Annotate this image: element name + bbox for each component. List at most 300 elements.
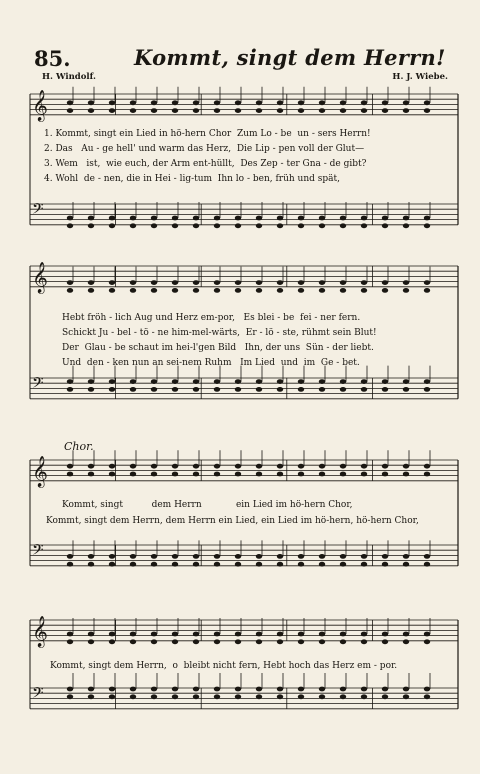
bass-3-note xyxy=(88,562,94,567)
treble-4-note xyxy=(193,632,199,637)
bass-3-note xyxy=(130,554,136,559)
bass-1-note xyxy=(172,223,178,228)
verse-2-line-2: Schickt Ju - bel - tö - ne him-mel-wärts, Er - lö - ste, rühmt sein Blut! xyxy=(62,328,377,338)
bass-1-note xyxy=(298,216,304,221)
treble-3-note xyxy=(424,464,430,469)
treble-3-note xyxy=(67,472,73,477)
bass-4-note xyxy=(214,694,220,699)
bass-4-note xyxy=(193,694,199,699)
treble-3-note xyxy=(109,472,115,477)
treble-1-note xyxy=(319,100,325,105)
bass-4-note xyxy=(151,687,157,692)
treble-2-note xyxy=(256,280,262,285)
bass-2-note xyxy=(403,379,409,384)
treble-1-note xyxy=(109,108,115,113)
treble-1-note xyxy=(172,100,178,105)
treble-1-note xyxy=(214,100,220,105)
treble-3-note xyxy=(340,472,346,477)
bass-3-note xyxy=(277,554,283,559)
bass-3-note xyxy=(256,554,262,559)
bass-3-note xyxy=(67,554,73,559)
verse-3-line-2: Der Glau - be schaut im hei-l'gen Bild Ihn, der uns Sün - der liebt. xyxy=(62,343,374,353)
treble-3-note xyxy=(235,464,241,469)
treble-3-note xyxy=(214,464,220,469)
treble-2-note xyxy=(193,280,199,285)
bass-2-note xyxy=(424,387,430,392)
treble-3-note xyxy=(319,464,325,469)
treble-2-note xyxy=(109,280,115,285)
bass-4-note xyxy=(109,694,115,699)
bass-1-note xyxy=(235,216,241,221)
treble-2-note xyxy=(424,288,430,293)
treble-1-note xyxy=(172,108,178,113)
treble-3-note xyxy=(235,472,241,477)
treble-3-note xyxy=(130,464,136,469)
hymn-title: Kommt, singt dem Herrn! xyxy=(134,45,446,70)
treble-3-note xyxy=(193,472,199,477)
treble-1-note xyxy=(382,108,388,113)
bass-clef-icon: 𝄢 xyxy=(32,200,44,222)
treble-4-note xyxy=(256,639,262,644)
treble-3-note xyxy=(151,464,157,469)
bass-3-note xyxy=(256,562,262,567)
treble-4-note xyxy=(172,639,178,644)
verse-3-line-1: 3. Wem ist, wie euch, der Arm ent-hüllt, Des Zep - ter Gna - de gibt? xyxy=(44,159,367,169)
treble-3-note xyxy=(256,464,262,469)
treble-3-note xyxy=(277,464,283,469)
bass-3-note xyxy=(403,562,409,567)
bass-2-note xyxy=(130,387,136,392)
bass-4-note xyxy=(361,687,367,692)
bass-1-note xyxy=(403,223,409,228)
treble-1-note xyxy=(424,100,430,105)
bass-3-note xyxy=(298,554,304,559)
bass-2-note xyxy=(235,387,241,392)
treble-2-note xyxy=(109,288,115,293)
treble-4-note xyxy=(88,632,94,637)
treble-clef-icon: 𝄞 xyxy=(32,89,48,121)
treble-3-note xyxy=(277,472,283,477)
treble-3-note xyxy=(256,472,262,477)
bass-1-note xyxy=(319,216,325,221)
bass-4-note xyxy=(382,687,388,692)
bass-2-note xyxy=(214,379,220,384)
bass-2-note xyxy=(172,379,178,384)
treble-3-note xyxy=(403,472,409,477)
bass-2-note xyxy=(382,387,388,392)
treble-2-note xyxy=(172,280,178,285)
bass-1-note xyxy=(256,223,262,228)
bass-2-note xyxy=(361,379,367,384)
treble-4-note xyxy=(109,632,115,637)
bass-4-note xyxy=(298,687,304,692)
treble-2-note xyxy=(214,288,220,293)
chorus-label: Chor. xyxy=(64,440,94,453)
composer-credit: H. J. Wiebe. xyxy=(392,72,448,82)
treble-2-note xyxy=(277,280,283,285)
bass-1-note xyxy=(109,216,115,221)
treble-4-note xyxy=(256,632,262,637)
chorus-soprano-lyric: Kommt, singt dem Herrn ein Lied im hö-hern Chor, xyxy=(62,500,353,510)
treble-1-note xyxy=(130,108,136,113)
verse-4-line-1: 4. Wohl de - nen, die in Hei - lig-tum Ihn lo - ben, früh und spät, xyxy=(44,174,340,184)
verse-2-line-1: 2. Das Au - ge hell' und warm das Herz, Die Lip - pen voll der Glut— xyxy=(44,144,365,154)
verse-1-line-2: Hebt fröh - lich Aug und Herz em-por, Es blei - be fei - ner fern. xyxy=(62,313,361,323)
treble-4-note xyxy=(298,632,304,637)
treble-4-note xyxy=(214,639,220,644)
treble-2-note xyxy=(340,280,346,285)
bass-1-note xyxy=(424,223,430,228)
bass-4-note xyxy=(319,687,325,692)
bass-4-note xyxy=(235,687,241,692)
treble-2-note xyxy=(214,280,220,285)
treble-2-note xyxy=(130,288,136,293)
bass-3-note xyxy=(382,554,388,559)
treble-4-note xyxy=(130,639,136,644)
treble-3-note xyxy=(214,472,220,477)
bass-2-note xyxy=(340,387,346,392)
treble-4-note xyxy=(319,639,325,644)
treble-1-note xyxy=(193,100,199,105)
bass-3-note xyxy=(130,562,136,567)
treble-3-note xyxy=(88,472,94,477)
chorus-bass-lyric: Kommt, singt dem Herrn, dem Herrn ein Lied, ein Lied im hö-hern, hö-hern Chor, xyxy=(46,516,419,526)
bass-1-note xyxy=(214,223,220,228)
treble-3-note xyxy=(109,464,115,469)
treble-1-note xyxy=(151,108,157,113)
treble-1-note xyxy=(340,100,346,105)
bass-2-note xyxy=(193,379,199,384)
treble-3-note xyxy=(361,464,367,469)
treble-1-note xyxy=(277,100,283,105)
bass-4-note xyxy=(424,694,430,699)
bass-2-note xyxy=(424,379,430,384)
treble-1-note xyxy=(319,108,325,113)
bass-4-note xyxy=(256,694,262,699)
treble-4-note xyxy=(340,632,346,637)
bass-1-note xyxy=(67,223,73,228)
bass-4-note xyxy=(88,687,94,692)
treble-4-note xyxy=(277,632,283,637)
bass-1-note xyxy=(277,223,283,228)
bass-3-note xyxy=(172,562,178,567)
bass-2-note xyxy=(277,379,283,384)
bass-clef-icon: 𝄢 xyxy=(32,541,44,563)
bass-1-note xyxy=(361,223,367,228)
treble-4-note xyxy=(361,632,367,637)
treble-1-note xyxy=(361,100,367,105)
bass-2-note xyxy=(256,379,262,384)
treble-2-note xyxy=(67,280,73,285)
bass-1-note xyxy=(361,216,367,221)
bass-1-note xyxy=(298,223,304,228)
bass-3-note xyxy=(193,554,199,559)
treble-4-note xyxy=(193,639,199,644)
treble-3-note xyxy=(193,464,199,469)
bass-3-note xyxy=(67,562,73,567)
bass-2-note xyxy=(88,387,94,392)
bass-3-note xyxy=(298,562,304,567)
bass-2-note xyxy=(340,379,346,384)
bass-3-note xyxy=(109,562,115,567)
treble-1-note xyxy=(88,108,94,113)
treble-4-note xyxy=(403,639,409,644)
bass-1-note xyxy=(67,216,73,221)
treble-1-note xyxy=(151,100,157,105)
bass-4-note xyxy=(214,687,220,692)
treble-2-note xyxy=(298,288,304,293)
bass-4-note xyxy=(109,687,115,692)
bass-clef-icon: 𝄢 xyxy=(32,684,44,706)
treble-3-note xyxy=(361,472,367,477)
hymn-number: 85. xyxy=(34,46,71,71)
treble-3-note xyxy=(151,472,157,477)
bass-3-note xyxy=(172,554,178,559)
treble-4-note xyxy=(235,639,241,644)
treble-3-note xyxy=(424,472,430,477)
bass-1-note xyxy=(235,223,241,228)
bass-3-note xyxy=(319,554,325,559)
bass-1-note xyxy=(193,223,199,228)
bass-2-note xyxy=(172,387,178,392)
treble-1-note xyxy=(235,100,241,105)
lyricist-credit: H. Windolf. xyxy=(42,72,96,82)
treble-4-note xyxy=(298,639,304,644)
bass-4-note xyxy=(130,694,136,699)
bass-3-note xyxy=(277,562,283,567)
bass-4-note xyxy=(277,687,283,692)
bass-4-note xyxy=(340,694,346,699)
treble-4-note xyxy=(319,632,325,637)
treble-2-note xyxy=(298,280,304,285)
bass-2-note xyxy=(256,387,262,392)
treble-clef-icon: 𝄞 xyxy=(32,261,48,293)
treble-4-note xyxy=(67,632,73,637)
bass-3-note xyxy=(403,554,409,559)
bass-2-note xyxy=(67,387,73,392)
treble-4-note xyxy=(130,632,136,637)
treble-1-note xyxy=(256,100,262,105)
treble-3-note xyxy=(382,472,388,477)
treble-4-note xyxy=(361,639,367,644)
treble-3-note xyxy=(403,464,409,469)
bass-2-note xyxy=(319,387,325,392)
bass-2-note xyxy=(109,379,115,384)
treble-4-note xyxy=(235,632,241,637)
bass-3-note xyxy=(151,562,157,567)
treble-2-note xyxy=(130,280,136,285)
bass-1-note xyxy=(340,223,346,228)
treble-1-note xyxy=(340,108,346,113)
verse-4-line-2: Und den - ken nun an sei-nem Ruhm Im Lied und im Ge - bet. xyxy=(62,358,360,368)
bass-4-note xyxy=(340,687,346,692)
bass-1-note xyxy=(130,216,136,221)
treble-1-note xyxy=(67,100,73,105)
bass-4-note xyxy=(235,694,241,699)
bass-1-note xyxy=(172,216,178,221)
treble-2-note xyxy=(382,280,388,285)
bass-1-note xyxy=(319,223,325,228)
treble-2-note xyxy=(361,280,367,285)
bass-3-note xyxy=(361,554,367,559)
treble-1-note xyxy=(403,108,409,113)
bass-1-note xyxy=(403,216,409,221)
bass-2-note xyxy=(151,379,157,384)
treble-3-note xyxy=(172,472,178,477)
bass-4-note xyxy=(151,694,157,699)
treble-1-note xyxy=(193,108,199,113)
bass-2-note xyxy=(298,387,304,392)
bass-4-note xyxy=(403,687,409,692)
bass-3-note xyxy=(424,562,430,567)
bass-2-note xyxy=(319,379,325,384)
treble-3-note xyxy=(67,464,73,469)
treble-4-note xyxy=(424,632,430,637)
treble-4-note xyxy=(403,632,409,637)
bass-1-note xyxy=(340,216,346,221)
treble-1-note xyxy=(67,108,73,113)
bass-1-note xyxy=(88,223,94,228)
bass-4-note xyxy=(172,687,178,692)
treble-1-note xyxy=(361,108,367,113)
bass-1-note xyxy=(277,216,283,221)
treble-2-note xyxy=(88,280,94,285)
treble-3-note xyxy=(298,464,304,469)
treble-1-note xyxy=(298,100,304,105)
treble-3-note xyxy=(130,472,136,477)
bass-2-note xyxy=(151,387,157,392)
bass-2-note xyxy=(277,387,283,392)
treble-3-note xyxy=(382,464,388,469)
bass-2-note xyxy=(88,379,94,384)
bass-3-note xyxy=(109,554,115,559)
treble-2-note xyxy=(382,288,388,293)
treble-4-note xyxy=(67,639,73,644)
bass-4-note xyxy=(298,694,304,699)
treble-2-note xyxy=(424,280,430,285)
bass-2-note xyxy=(298,379,304,384)
treble-2-note xyxy=(151,288,157,293)
bass-3-note xyxy=(340,562,346,567)
treble-1-note xyxy=(277,108,283,113)
treble-2-note xyxy=(319,288,325,293)
bass-3-note xyxy=(88,554,94,559)
treble-2-note xyxy=(403,280,409,285)
bass-1-note xyxy=(193,216,199,221)
treble-2-note xyxy=(235,288,241,293)
bass-1-note xyxy=(151,216,157,221)
bass-2-note xyxy=(403,387,409,392)
treble-1-note xyxy=(382,100,388,105)
bass-4-note xyxy=(424,687,430,692)
treble-2-note xyxy=(277,288,283,293)
treble-1-note xyxy=(109,100,115,105)
bass-4-note xyxy=(319,694,325,699)
bass-1-note xyxy=(88,216,94,221)
treble-4-note xyxy=(340,639,346,644)
bass-2-note xyxy=(130,379,136,384)
treble-4-note xyxy=(382,639,388,644)
treble-4-note xyxy=(277,639,283,644)
treble-4-note xyxy=(151,639,157,644)
bass-3-note xyxy=(424,554,430,559)
bass-1-note xyxy=(382,223,388,228)
bass-4-note xyxy=(193,687,199,692)
treble-2-note xyxy=(172,288,178,293)
treble-2-note xyxy=(319,280,325,285)
bass-1-note xyxy=(130,223,136,228)
treble-2-note xyxy=(403,288,409,293)
treble-4-note xyxy=(151,632,157,637)
treble-3-note xyxy=(319,472,325,477)
bass-3-note xyxy=(151,554,157,559)
bass-3-note xyxy=(319,562,325,567)
bass-1-note xyxy=(151,223,157,228)
bass-3-note xyxy=(382,562,388,567)
bass-4-note xyxy=(88,694,94,699)
bass-4-note xyxy=(277,694,283,699)
bass-1-note xyxy=(382,216,388,221)
bass-clef-icon: 𝄢 xyxy=(32,374,44,396)
bass-2-note xyxy=(193,387,199,392)
treble-1-note xyxy=(130,100,136,105)
bass-4-note xyxy=(67,687,73,692)
treble-2-note xyxy=(193,288,199,293)
bass-1-note xyxy=(256,216,262,221)
treble-2-note xyxy=(88,288,94,293)
treble-3-note xyxy=(172,464,178,469)
treble-2-note xyxy=(151,280,157,285)
treble-2-note xyxy=(361,288,367,293)
treble-4-note xyxy=(109,639,115,644)
bass-2-note xyxy=(361,387,367,392)
bass-3-note xyxy=(193,562,199,567)
bass-4-note xyxy=(382,694,388,699)
bass-1-note xyxy=(109,223,115,228)
chorus-final-lyric: Kommt, singt dem Herrn, o bleibt nicht fern, Hebt hoch das Herz em - por. xyxy=(50,661,398,671)
bass-4-note xyxy=(130,687,136,692)
treble-1-note xyxy=(424,108,430,113)
bass-3-note xyxy=(235,562,241,567)
treble-2-note xyxy=(235,280,241,285)
bass-2-note xyxy=(67,379,73,384)
bass-1-note xyxy=(424,216,430,221)
bass-4-note xyxy=(256,687,262,692)
treble-1-note xyxy=(88,100,94,105)
bass-4-note xyxy=(403,694,409,699)
treble-1-note xyxy=(214,108,220,113)
treble-4-note xyxy=(214,632,220,637)
treble-1-note xyxy=(256,108,262,113)
treble-3-note xyxy=(298,472,304,477)
treble-2-note xyxy=(67,288,73,293)
bass-3-note xyxy=(235,554,241,559)
bass-1-note xyxy=(214,216,220,221)
treble-4-note xyxy=(88,639,94,644)
verse-1-line-1: 1. Kommt, singt ein Lied in hö-hern Chor Zum Lo - be un - sers Herrn! xyxy=(44,129,371,139)
treble-4-note xyxy=(382,632,388,637)
treble-clef-icon: 𝄞 xyxy=(32,615,48,647)
bass-3-note xyxy=(361,562,367,567)
bass-2-note xyxy=(382,379,388,384)
bass-2-note xyxy=(214,387,220,392)
bass-2-note xyxy=(235,379,241,384)
treble-2-note xyxy=(256,288,262,293)
bass-4-note xyxy=(172,694,178,699)
treble-4-note xyxy=(424,639,430,644)
bass-4-note xyxy=(361,694,367,699)
treble-4-note xyxy=(172,632,178,637)
